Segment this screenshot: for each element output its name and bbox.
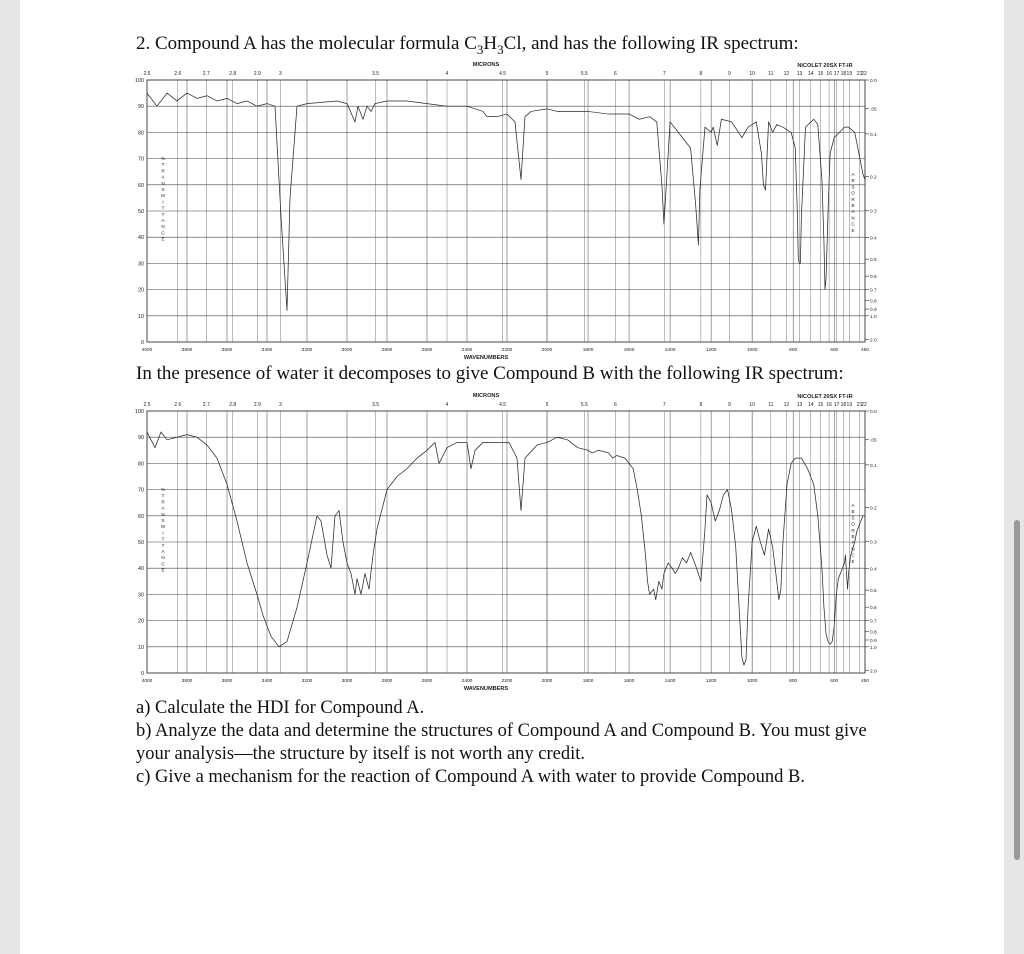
micron-tick-label: 2.9	[253, 71, 261, 77]
wavenumber-tick-label: 3000	[341, 679, 353, 684]
vertical-letter: C	[161, 230, 165, 236]
absorbance-tick-label: .05	[870, 438, 877, 444]
absorbance-tick-label: 0.6	[870, 275, 877, 281]
vertical-letter: N	[161, 555, 165, 561]
transmittance-tick-label: 80	[138, 461, 144, 468]
right-axis-vertical-label	[851, 503, 855, 564]
intro-suffix: Cl, and has the following IR spectrum:	[503, 33, 799, 54]
absorbance-tick-label: 2.0	[870, 669, 877, 675]
question-between: In the presence of water it decomposes to give Compound B with the following IR spectrum:	[136, 363, 844, 384]
micron-tick-label: 15	[817, 71, 824, 77]
vertical-letter: I	[162, 530, 164, 536]
wavenumber-tick-label: 450	[860, 348, 870, 353]
micron-tick-label: 10	[749, 71, 755, 77]
transmittance-tick-label: 20	[138, 287, 144, 294]
wavenumber-tick-label: 1200	[705, 348, 717, 353]
absorbance-tick-label: 0.1	[870, 132, 877, 138]
vertical-letter: N	[851, 215, 855, 221]
wavenumber-tick-label: 2400	[461, 348, 473, 353]
wavenumber-tick-label: 3200	[301, 679, 313, 684]
transmittance-tick-label: 0	[141, 340, 144, 346]
micron-tick-label: 3	[278, 402, 282, 408]
micron-tick-label: 2.6	[174, 402, 182, 408]
vertical-letter: S	[161, 187, 165, 192]
micron-tick-label: 22	[861, 71, 867, 77]
wavenumber-tick-label: 3000	[341, 348, 353, 353]
absorbance-tick-label: 0.3	[870, 540, 877, 546]
micron-tick-label: 11	[768, 71, 774, 77]
absorbance-tick-label: 2.0	[870, 338, 877, 344]
right-axis-vertical-label	[851, 172, 855, 233]
transmittance-tick-label: 30	[138, 261, 144, 268]
wavenumber-tick-label: 1200	[705, 679, 717, 684]
micron-tick-label: 21	[856, 71, 863, 77]
vertical-letter: A	[851, 172, 855, 177]
wavenumber-tick-label: 800	[789, 348, 798, 353]
micron-tick-label: 3.5	[372, 71, 380, 77]
vertical-letter: A	[851, 503, 855, 508]
absorbance-tick-label: 0.1	[870, 463, 877, 469]
formula-subscript-h: 3	[497, 41, 504, 57]
vertical-letter: T	[161, 493, 165, 499]
transmittance-tick-label: 80	[138, 130, 144, 137]
vertical-letter: R	[161, 499, 165, 505]
wavenumber-tick-label: 1800	[582, 679, 594, 684]
spectrum-trace	[147, 432, 865, 665]
absorbance-tick-label: 0.9	[870, 639, 877, 645]
vertical-letter: S	[851, 184, 855, 190]
wavenumber-tick-label: 3800	[181, 348, 193, 353]
micron-tick-label: 5.5	[580, 71, 588, 77]
ir-spectrum-a	[133, 58, 878, 361]
vertical-letter: M	[161, 193, 165, 199]
micron-tick-label: 3	[278, 71, 282, 77]
transmittance-tick-label: 100	[135, 78, 144, 84]
micron-tick-label: 2.5	[143, 71, 151, 77]
vertical-letter: B	[851, 178, 855, 184]
vertical-letter: M	[161, 524, 165, 530]
wavenumber-tick-label: 3600	[221, 679, 233, 684]
wavenumber-tick-label: 2400	[461, 679, 473, 684]
micron-tick-label: 2.8	[229, 402, 237, 408]
vertical-letter: A	[161, 549, 165, 554]
vertical-letter: O	[851, 190, 855, 196]
vertical-letter: A	[161, 218, 165, 223]
micron-tick-label: 17	[833, 71, 840, 77]
transmittance-tick-label: 0	[141, 671, 144, 677]
vertical-letter: A	[851, 209, 855, 215]
vertical-letter: N	[161, 511, 165, 517]
micron-tick-label: 16	[826, 402, 832, 408]
wavenumbers-title: WAVENUMBERS	[463, 355, 509, 361]
vertical-letter: N	[161, 224, 165, 230]
wavenumber-tick-label: 600	[830, 348, 839, 353]
absorbance-tick-label: 0.4	[870, 567, 877, 573]
micron-tick-label: 18	[840, 402, 847, 408]
micron-tick-label: 10	[749, 402, 755, 408]
vertical-letter: T	[161, 536, 165, 542]
micron-tick-label: 8	[699, 402, 703, 408]
micron-tick-label: 11	[768, 402, 774, 408]
vertical-letter: T	[161, 211, 165, 217]
intro-prefix: 2. Compound A has the molecular formula C	[136, 33, 477, 54]
wavenumber-tick-label: 800	[789, 679, 798, 684]
micron-tick-label: 22	[861, 402, 867, 408]
absorbance-tick-label: 0.6	[870, 606, 877, 612]
vertical-letter: C	[851, 221, 855, 227]
vertical-letter: %	[160, 156, 166, 161]
absorbance-tick-label: 0.7	[870, 288, 877, 294]
wavenumber-tick-label: 1400	[664, 348, 676, 353]
wavenumber-tick-label: 1600	[623, 348, 635, 353]
transmittance-tick-label: 50	[138, 209, 144, 215]
transmittance-tick-label: 50	[138, 540, 144, 546]
absorbance-tick-label: 0.9	[870, 308, 877, 314]
absorbance-tick-label: 0.3	[870, 209, 877, 215]
micron-tick-label: 12	[783, 71, 790, 77]
vertical-letter: B	[851, 203, 855, 208]
absorbance-tick-label: 0.0	[870, 410, 877, 415]
wavenumber-tick-label: 2000	[541, 679, 553, 684]
wavenumber-tick-label: 3200	[301, 348, 313, 353]
absorbance-tick-label: 0.8	[870, 299, 877, 305]
vertical-letter: O	[851, 521, 855, 527]
vertical-letter: C	[851, 552, 855, 558]
wavenumber-tick-label: 2000	[541, 348, 553, 353]
absorbance-tick-label: 0.5	[870, 258, 877, 264]
absorbance-tick-label: 0.2	[870, 175, 877, 181]
vertical-letter: T	[161, 542, 165, 548]
wavenumber-tick-label: 1600	[623, 679, 635, 684]
vertical-letter: E	[851, 227, 855, 233]
vertical-letter: B	[851, 509, 855, 515]
wavenumber-tick-label: 1000	[746, 679, 758, 684]
micron-tick-label: 14	[807, 402, 814, 408]
vertical-letter: N	[851, 546, 855, 552]
vertical-letter: A	[161, 505, 165, 511]
spectrum-trace	[147, 93, 865, 310]
micron-tick-label: 12	[783, 402, 790, 408]
wavenumber-tick-label: 2600	[421, 348, 433, 353]
transmittance-tick-label: 60	[138, 182, 144, 189]
micron-tick-label: 2.9	[253, 402, 261, 408]
ir-spectrum-b	[133, 389, 878, 692]
vertical-letter: S	[851, 515, 855, 521]
micron-tick-label: 4	[445, 402, 449, 408]
micron-tick-label: 4.5	[499, 71, 507, 77]
transmittance-tick-label: 10	[138, 313, 144, 320]
vertical-letter: R	[161, 168, 165, 174]
wavenumber-tick-label: 3600	[221, 348, 233, 353]
micron-tick-label: 14	[807, 71, 814, 77]
vertical-letter: E	[851, 558, 855, 564]
wavenumber-tick-label: 600	[830, 679, 839, 684]
vertical-letter: C	[161, 561, 165, 567]
transmittance-tick-label: 20	[138, 618, 144, 625]
wavenumber-tick-label: 1800	[582, 348, 594, 353]
wavenumber-tick-label: 3800	[181, 679, 193, 684]
microns-title: MICRONS	[472, 62, 500, 68]
wavenumber-tick-label: 2200	[501, 679, 513, 684]
absorbance-tick-label: 0.2	[870, 506, 877, 512]
wavenumber-tick-label: 3400	[261, 348, 273, 353]
micron-tick-label: 5	[545, 402, 549, 408]
micron-tick-label: 8	[699, 71, 703, 77]
micron-tick-label: 4	[445, 71, 449, 77]
micron-tick-label: 7	[662, 402, 666, 408]
absorbance-tick-label: 0.7	[870, 619, 877, 625]
wavenumbers-title: WAVENUMBERS	[463, 686, 509, 692]
vertical-letter: T	[161, 205, 165, 211]
transmittance-tick-label: 70	[138, 487, 144, 494]
vertical-letter: B	[851, 534, 855, 539]
formula-subscript-c: 3	[476, 41, 484, 57]
micron-tick-label: 21	[856, 402, 863, 408]
absorbance-tick-label: .05	[870, 107, 877, 113]
transmittance-tick-label: 90	[138, 104, 144, 111]
microns-title: MICRONS	[472, 393, 500, 399]
micron-tick-label: 2.7	[202, 71, 210, 77]
instrument-label: NICOLET 20SX FT-IR	[797, 394, 853, 400]
micron-tick-label: 9	[727, 402, 731, 408]
micron-tick-label: 3.5	[372, 402, 380, 408]
absorbance-tick-label: 1.0	[870, 645, 877, 651]
left-axis-vertical-label	[161, 487, 166, 573]
micron-tick-label: 6	[613, 402, 617, 408]
transmittance-tick-label: 40	[138, 235, 144, 242]
vertical-letter: T	[161, 162, 165, 168]
micron-tick-label: 2.6	[174, 71, 182, 77]
absorbance-tick-label: 0.8	[870, 630, 877, 636]
micron-tick-label: 2.8	[229, 71, 237, 77]
micron-tick-label: 9	[727, 71, 731, 77]
micron-tick-label: 2.7	[202, 402, 210, 408]
micron-tick-label: 6	[613, 71, 617, 77]
vertical-letter: N	[161, 180, 165, 186]
wavenumber-tick-label: 4000	[141, 348, 153, 353]
micron-tick-label: 19	[846, 71, 853, 77]
absorbance-tick-label: 0.5	[870, 589, 877, 595]
vertical-letter: A	[161, 174, 165, 180]
wavenumber-tick-label: 2200	[501, 348, 513, 353]
micron-tick-label: 2.5	[143, 402, 151, 408]
micron-tick-label: 13	[796, 402, 803, 408]
question-intro	[136, 33, 799, 58]
wavenumber-tick-label: 450	[860, 679, 870, 684]
micron-tick-label: 4.5	[499, 402, 507, 408]
micron-tick-label: 5.5	[580, 402, 588, 408]
transmittance-tick-label: 100	[135, 409, 144, 415]
vertical-letter: R	[851, 196, 855, 202]
wavenumber-tick-label: 1000	[746, 348, 758, 353]
vertical-letter: I	[162, 199, 164, 205]
micron-tick-label: 13	[796, 71, 803, 77]
micron-tick-label: 17	[833, 402, 840, 408]
vertical-letter: E	[161, 236, 165, 242]
part-a: a) Calculate the HDI for Compound A.	[136, 698, 425, 718]
transmittance-tick-label: 70	[138, 156, 144, 163]
scrollbar-thumb[interactable]	[1014, 520, 1020, 860]
wavenumber-tick-label: 2800	[381, 679, 393, 684]
absorbance-tick-label: 0.0	[870, 79, 877, 84]
vertical-letter: A	[851, 540, 855, 546]
wavenumber-tick-label: 1400	[664, 679, 676, 684]
vertical-letter: E	[161, 567, 165, 573]
transmittance-tick-label: 30	[138, 592, 144, 599]
wavenumber-tick-label: 4000	[141, 679, 153, 684]
transmittance-tick-label: 10	[138, 644, 144, 651]
wavenumber-tick-label: 3400	[261, 679, 273, 684]
left-axis-vertical-label	[161, 156, 166, 242]
transmittance-tick-label: 60	[138, 513, 144, 520]
vertical-letter: R	[851, 527, 855, 533]
part-b: b) Analyze the data and determine the structures of Compound A and Compound B. You must give your analysis—the structure by itself is not worth any credit.	[136, 721, 867, 764]
wavenumber-tick-label: 2800	[381, 348, 393, 353]
micron-tick-label: 16	[826, 71, 832, 77]
vertical-letter: %	[160, 487, 166, 492]
absorbance-tick-label: 0.4	[870, 236, 877, 242]
part-c: c) Give a mechanism for the reaction of Compound A with water to provide Compound B.	[136, 767, 805, 787]
micron-tick-label: 5	[545, 71, 549, 77]
vertical-letter: S	[161, 518, 165, 523]
transmittance-tick-label: 90	[138, 435, 144, 442]
micron-tick-label: 7	[662, 71, 666, 77]
absorbance-tick-label: 1.0	[870, 314, 877, 320]
transmittance-tick-label: 40	[138, 566, 144, 573]
micron-tick-label: 15	[817, 402, 824, 408]
wavenumber-tick-label: 2600	[421, 679, 433, 684]
micron-tick-label: 19	[846, 402, 853, 408]
micron-tick-label: 18	[840, 71, 847, 77]
instrument-label: NICOLET 20SX FT-IR	[797, 63, 853, 69]
formula-hydrogen: H	[483, 33, 498, 54]
